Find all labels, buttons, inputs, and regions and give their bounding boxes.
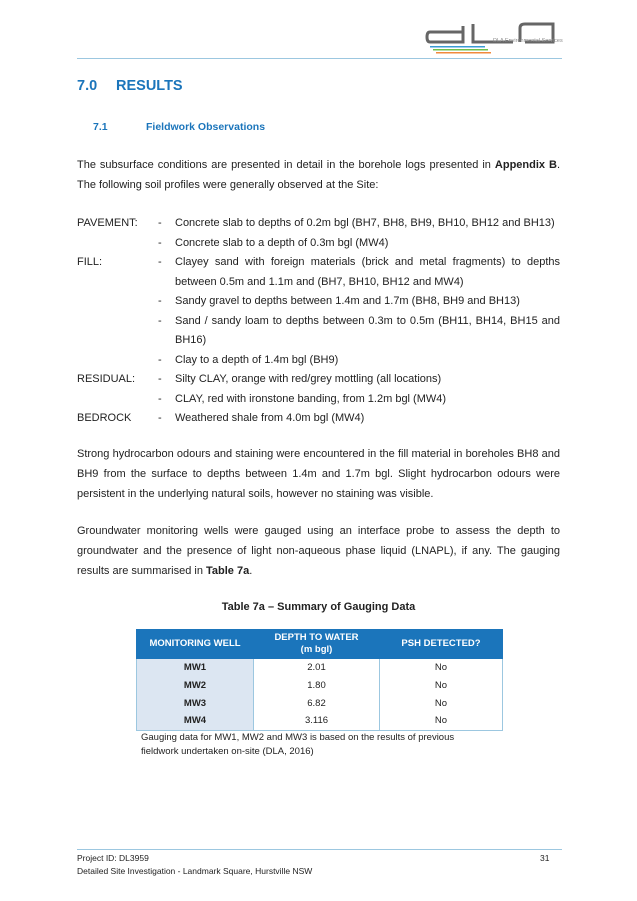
page-number: 31 — [540, 853, 550, 863]
groundwater-text-end: . — [249, 565, 253, 577]
profile-text: Clay to a depth of 1.4m bgl (BH9) — [175, 353, 339, 366]
profile-label: RESIDUAL: — [77, 373, 136, 385]
header-monitoring-well: MONITORING WELL — [137, 630, 254, 659]
appendix-ref: Appendix B — [494, 159, 557, 171]
psh-detected: No — [380, 712, 503, 730]
footer-rule — [77, 849, 562, 850]
header-psh-detected: PSH DETECTED? — [380, 630, 503, 659]
profile-label: PAVEMENT: — [77, 217, 138, 229]
footer-title: Detailed Site Investigation - Landmark Square, Hurstville NSW — [77, 866, 313, 876]
dash: - — [158, 412, 162, 424]
profile-text: Concrete slab to a depth of 0.3m bgl (MW4) — [175, 236, 389, 249]
soil-profile-row — [77, 214, 560, 234]
groundwater-paragraph — [77, 521, 560, 581]
profile-label: FILL: — [77, 256, 103, 268]
table-row — [137, 712, 503, 730]
dash: - — [158, 373, 162, 385]
depth-to-water: 1.80 — [254, 677, 380, 695]
well-id: MW2 — [137, 677, 254, 695]
groundwater-text: Groundwater monitoring wells were gauged using an interface probe to assess the depth to groundwater and the presence of light non-aqueous phase liquid (LNAPL), if any. The gauging results are summarised in — [77, 525, 560, 577]
soil-profile-row — [77, 370, 560, 390]
soil-profile-row — [77, 292, 560, 312]
table-row — [137, 659, 503, 677]
profile-text: Weathered shale from 4.0m bgl (MW4) — [175, 412, 365, 424]
note-line: Gauging data for MW1, MW2 and MW3 is based on the results of previous — [141, 732, 455, 743]
intro-text-end: . The following soil profiles were generally observed at the Site: — [77, 159, 560, 191]
table-caption: Table 7a – Summary of Gauging Data — [221, 601, 416, 613]
intro-text: The subsurface conditions are presented in detail in the borehole logs presented in — [77, 159, 495, 171]
profile-text: Concrete slab to depths of 0.2m bgl (BH7, BH8, BH9, BH10, BH12 and BH13) — [175, 217, 555, 229]
depth-to-water: 6.82 — [254, 694, 380, 712]
logo-text: DLA Environmental Services — [493, 38, 563, 44]
profile-label: BEDROCK — [77, 412, 132, 424]
subsection-title: Fieldwork Observations — [146, 121, 266, 133]
section-heading — [77, 78, 183, 94]
soil-profiles — [77, 214, 560, 429]
psh-detected: No — [380, 694, 503, 712]
well-id: MW3 — [137, 694, 254, 712]
header-depth-line1: DEPTH TO WATER — [274, 632, 359, 643]
subsection-number: 7.1 — [93, 121, 108, 133]
depth-to-water: 3.116 — [254, 712, 380, 730]
note-line: fieldwork undertaken on-site (DLA, 2016) — [141, 745, 314, 757]
well-id: MW1 — [137, 659, 254, 677]
table-ref: Table 7a — [206, 565, 250, 577]
depth-to-water: 2.01 — [254, 659, 380, 677]
dash: - — [158, 256, 162, 268]
profile-text: Sandy gravel to depths between 1.4m and 1.7m (BH8, BH9 and BH13) — [175, 295, 520, 307]
footer-project-id: Project ID: DL3959 — [77, 853, 149, 863]
soil-profile-row — [77, 312, 560, 351]
dash: - — [158, 236, 162, 249]
section-title: RESULTS — [116, 78, 183, 94]
dash: - — [158, 295, 162, 307]
dash: - — [158, 217, 162, 229]
header-depth-to-water — [254, 630, 380, 659]
subsection-heading — [93, 121, 265, 133]
dash: - — [158, 353, 162, 366]
well-id: MW4 — [137, 712, 254, 730]
soil-profile-row — [77, 409, 560, 429]
profile-text: Sand / sandy loam to depths between 0.3m to 0.5m (BH11, BH14, BH15 and BH16) — [175, 314, 560, 346]
header-rule — [77, 58, 562, 59]
gauging-table — [136, 629, 503, 731]
table-note — [141, 731, 454, 758]
dash: - — [158, 314, 162, 327]
dash: - — [158, 392, 162, 405]
soil-profile-row — [77, 390, 560, 410]
soil-profile-row — [77, 253, 560, 292]
odour-paragraph: Strong hydrocarbon odours and staining were encountered in the fill material in boreholes BH8 and BH9 from the surface to depths between 1.4m and 1.7m bgl. Slight hydrocarbon odours were persistent in the underlying natural soils, however no staining was visible. — [77, 448, 560, 500]
soil-profile-row — [77, 351, 560, 371]
header-depth-line2: (m bgl) — [300, 644, 333, 655]
profile-text: CLAY, red with ironstone banding, from 1.2m bgl (MW4) — [175, 392, 447, 405]
soil-profile-row — [77, 234, 560, 254]
intro-paragraph — [77, 155, 560, 195]
profile-text: Clayey sand with foreign materials (brick and metal fragments) to depths between 0.5m and 1.1m and (BH7, BH10, BH12 and MW4) — [175, 256, 560, 288]
profile-text: Silty CLAY, orange with red/grey mottling (all locations) — [175, 373, 442, 385]
psh-detected: No — [380, 677, 503, 695]
table-row — [137, 694, 503, 712]
table-row — [137, 677, 503, 695]
section-number: 7.0 — [77, 78, 98, 94]
psh-detected: No — [380, 659, 503, 677]
